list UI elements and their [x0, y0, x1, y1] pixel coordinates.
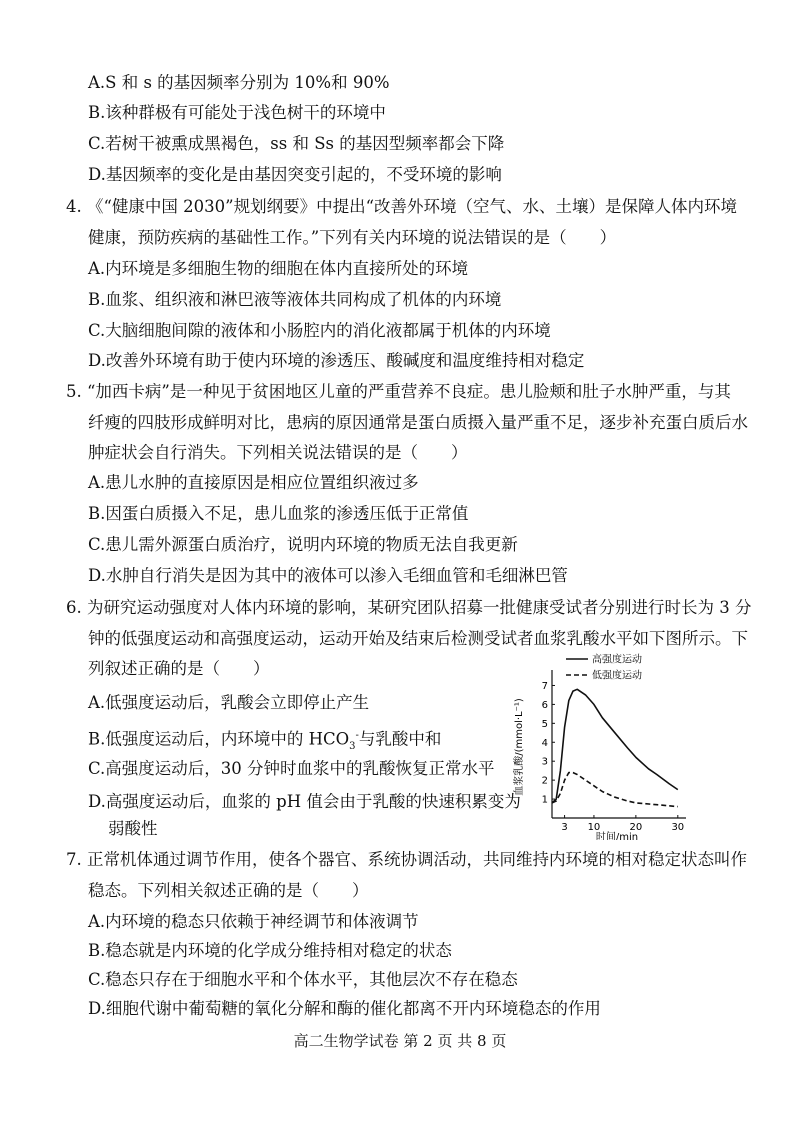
q5-stem-line-3: 肿症状会自行消失。下列相关说法错误的是（ ）	[88, 443, 468, 462]
q4-stem-line-2: 健康，预防疾病的基础性工作。”下列有关内环境的说法错误的是（ ）	[88, 228, 617, 247]
q5-stem-line-1: 5. “加西卡病”是一种见于贫困地区儿童的严重营养不良症。患儿脸颊和肚子水肿严重，与其	[66, 382, 731, 401]
y-tick-label: 1	[541, 794, 548, 806]
q4-option-d: D.改善外环境有助于使内环境的渗透压、酸碱度和温度维持相对稳定	[88, 351, 585, 370]
q6-option-c: C.高强度运动后，30 分钟时血浆中的乳酸恢复正常水平	[88, 759, 495, 778]
q3-option-d: D.基因频率的变化是由基因突变引起的，不受环境的影响	[88, 165, 502, 184]
q6-stem-line-2: 钟的低强度运动和高强度运动，运动开始及结束后检测受试者血浆乳酸水平如下图所示。下	[88, 629, 748, 648]
q6-stem-line-1: 6. 为研究运动强度对人体内环境的影响，某研究团队招募一批健康受试者分别进行时长为 3 分	[66, 598, 752, 617]
q3-option-a: A.S 和 s 的基因频率分别为 10%和 90%	[88, 73, 390, 92]
lactate-chart	[508, 650, 688, 840]
low-intensity-line	[552, 773, 678, 807]
q4-option-b: B.血浆、组织液和淋巴液等液体共同构成了机体的内环境	[88, 290, 502, 309]
y-tick-label: 7	[541, 680, 548, 692]
y-tick-label: 5	[541, 718, 548, 730]
page-footer: 高二生物学试卷 第 2 页 共 8 页	[293, 1032, 507, 1050]
q6-option-d-line-1: D.高强度运动后，血浆的 pH 值会由于乳酸的快速积累变为	[88, 792, 521, 811]
q7-option-b: B.稳态就是内环境的化学成分维持相对稳定的状态	[88, 941, 452, 960]
x-tick-label: 20	[629, 822, 643, 833]
x-axis-label: 时间/min	[595, 832, 639, 840]
legend-label: 低强度运动	[592, 670, 642, 682]
x-tick-label: 30	[671, 822, 685, 833]
q4-option-a: A.内环境是多细胞生物的细胞在体内直接所处的环境	[88, 259, 469, 278]
x-tick-label: 3	[561, 822, 568, 833]
y-tick-label: 6	[541, 699, 548, 711]
q7-option-c: C.稳态只存在于细胞水平和个体水平，其他层次不存在稳态	[88, 970, 518, 989]
q3-option-c: C.若树干被熏成黑褐色，ss 和 Ss 的基因型频率都会下降	[88, 134, 505, 153]
q6-option-a: A.低强度运动后，乳酸会立即停止产生	[88, 693, 370, 712]
q7-stem-line-2: 稳态。下列相关叙述正确的是（ ）	[88, 881, 369, 900]
high-intensity-line	[552, 689, 678, 803]
q7-stem-line-1: 7. 正常机体通过调节作用，使各个器官、系统协调活动，共同维持内环境的相对稳定状态叫作	[66, 850, 747, 869]
y-axis-label: 血浆乳酸/(mmol·L⁻¹)	[514, 698, 525, 796]
q4-stem-line-1: 4. 《“健康中国 2030”规划纲要》中提出“改善外环境（空气、水、土壤）是保障人体内环境	[66, 197, 738, 216]
x-tick-label: 10	[587, 822, 601, 833]
legend-label: 高强度运动	[592, 654, 642, 666]
q3-option-b: B.该种群极有可能处于浅色树干的环境中	[88, 103, 386, 122]
q5-option-b: B.因蛋白质摄入不足，患儿血浆的渗透压低于正常值	[88, 504, 469, 523]
q7-option-d: D.细胞代谢中葡萄糖的氧化分解和酶的催化都离不开内环境稳态的作用	[88, 999, 601, 1018]
q5-option-d: D.水肿自行消失是因为其中的液体可以渗入毛细血管和毛细淋巴管	[88, 566, 568, 585]
y-tick-label: 2	[541, 775, 548, 787]
y-tick-label: 4	[541, 737, 548, 749]
q6-stem-line-3: 列叙述正确的是（ ）	[88, 659, 270, 678]
q5-option-a: A.患儿水肿的直接原因是相应位置组织液过多	[88, 473, 419, 492]
q5-stem-line-2: 纤瘦的四肢形成鲜明对比，患病的原因通常是蛋白质摄入量严重不足，逐步补充蛋白质后水	[88, 413, 748, 432]
q7-option-a: A.内环境的稳态只依赖于神经调节和体液调节	[88, 912, 419, 931]
q4-option-c: C.大脑细胞间隙的液体和小肠腔内的消化液都属于机体的内环境	[88, 321, 551, 340]
y-tick-label: 3	[541, 756, 548, 768]
q5-option-c: C.患儿需外源蛋白质治疗，说明内环境的物质无法自我更新	[88, 535, 518, 554]
q6-option-d-line-2: 弱酸性	[108, 819, 158, 838]
q6-option-b: B.低强度运动后，内环境中的 $HCO_3^-$与乳酸中和	[88, 729, 442, 752]
